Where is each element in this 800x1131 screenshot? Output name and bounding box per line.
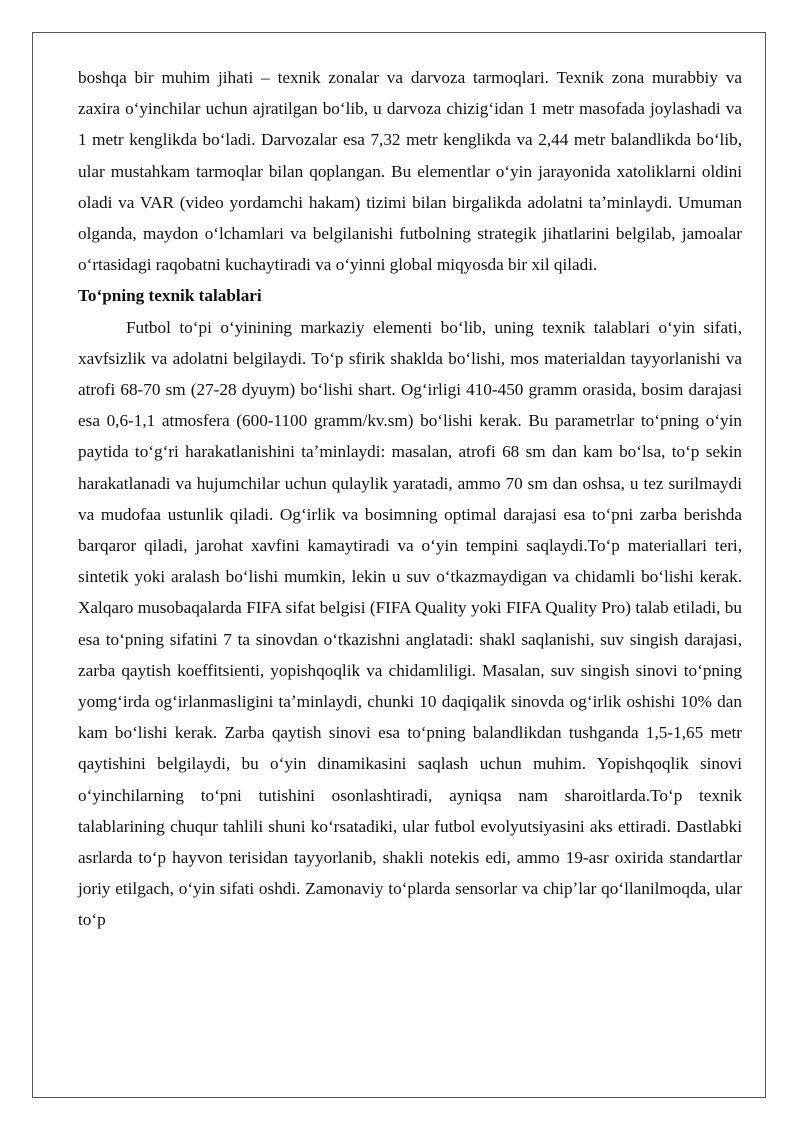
paragraph-intro: boshqa bir muhim jihati – texnik zonalar va darvoza tarmoqlari. Texnik zona murabbiy va zaxira oʻyinchilar uchun ajratilgan boʻlib, u darvoza chizigʻidan 1 metr masofada joylashadi va 1 metr kenglikda boʻladi. Darvozalar esa 7,32 metr kenglikda va 2,44 metr balandlikda boʻlib, ular mustahkam tarmoqlar bilan qoplangan. Bu elementlar oʻyin jarayonida xatoliklarni oldini oladi va VAR (video yordamchi hakam) tizimi bilan birgalikda adolatni taʼminlaydi. Umuman olganda, maydon oʻlchamlari va belgilanishi futbolning strategik jihatlarini belgilab, jamoalar oʻrtasidagi raqobatni kuchaytiradi va oʻyinni global miqyosda bir xil qiladi. (78, 68, 742, 275)
document-body (78, 62, 742, 936)
paragraph-ball-requirements: Futbol toʻpi oʻyinining markaziy elementi boʻlib, uning texnik talablari oʻyin sifati, xavfsizlik va adolatni belgilaydi. Toʻp sfirik shaklda boʻlishi, mos materialdan tayyorlanishi va atrofi 68-70 sm (27-28 dyuym) boʻlishi shart. Ogʻirligi 410-450 gramm orasida, bosim darajasi esa 0,6-1,1 atmosfera (600-1100 gramm/kv.sm) boʻlishi kerak. Bu parametrlar toʻpning oʻyin paytida toʻgʻri harakatlanishini taʼminlaydi: masalan, atrofi 68 sm dan kam boʻlsa, toʻp sekin harakatlanadi va hujumchilar uchun qulaylik yaratadi, ammo 70 sm dan oshsa, u tez surilmaydi va mudofaa ustunlik qiladi. Ogʻirlik va bosimning optimal darajasi esa toʻpni zarba berishda barqaror qiladi, jarohat xavfini kamaytiradi va oʻyin tempini saqlaydi.Toʻp materiallari teri, sintetik yoki aralash boʻlishi mumkin, lekin u suv oʻtkazmaydigan va chidamli boʻlishi kerak. Xalqaro musobaqalarda FIFA sifat belgisi (FIFA Quality yoki FIFA Quality Pro) talab etiladi, bu esa toʻpning sifatini 7 ta sinovdan oʻtkazishni anglatadi: shakl saqlanishi, suv singish darajasi, zarba qaytish koeffitsienti, yopishqoqlik va chidamliligi. Masalan, suv singish sinovi toʻpning yomgʻirda ogʻirlanmasligini taʼminlaydi, chunki 10 daqiqalik sinovda ogʻirlik oshishi 10% dan kam boʻlishi kerak. Zarba qaytish sinovi esa toʻpning balandlikdan tushganda 1,5-1,65 metr qaytishini belgilaydi, bu oʻyin dinamikasini saqlash uchun muhim. Yopishqoqlik sinovi oʻyinchilarning toʻpni tutishini osonlashtiradi, ayniqsa nam sharoitlarda.Toʻp texnik talablarining chuqur tahlili shuni koʻrsatadiki, ular futbol evolyutsiyasini aks ettiradi. Dastlabki asrlarda toʻp hayvon terisidan tayyorlanib, shakli notekis edi, ammo 19-asr oxirida standartlar joriy etilgach, oʻyin sifati oshdi. Zamonaviy toʻplarda sensorlar va chipʼlar qoʻllanilmoqda, ular toʻp (78, 317, 742, 930)
section-heading: Toʻpning texnik talablari (78, 286, 262, 306)
